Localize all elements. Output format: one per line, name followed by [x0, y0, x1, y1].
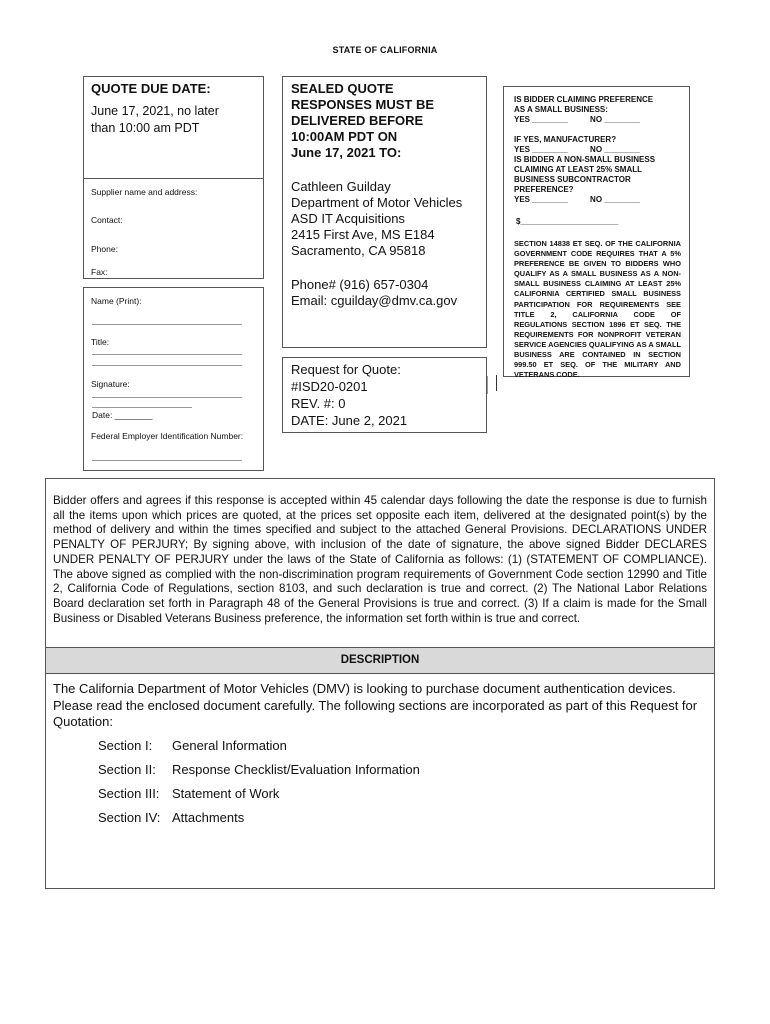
fein-line — [92, 460, 242, 461]
title-label: Title: — [91, 337, 110, 347]
description-paragraph: The California Department of Motor Vehicles (DMV) is looking to purchase document authentication devices. Please read the enclosed document carefully. The following sections are incorporated as part of this Request for Quotation: — [53, 681, 698, 729]
section-row — [98, 762, 420, 777]
sealed-line5: June 17, 2021 TO: — [291, 145, 402, 160]
section-number: Section IV: — [98, 810, 161, 825]
sealed-line2: RESPONSES MUST BE — [291, 97, 435, 112]
signature-box — [83, 287, 264, 471]
sb-dollar: $______________________ — [516, 217, 619, 226]
quote-due-title: QUOTE DUE DATE: — [91, 81, 211, 96]
contact-street: 2415 First Ave, MS E184 — [291, 227, 435, 242]
rfq-number: #ISD20-0201 — [291, 379, 368, 394]
sb-q3b: CLAIMING AT LEAST 25% SMALL — [514, 165, 642, 174]
sealed-line3: DELIVERED BEFORE — [291, 113, 424, 128]
sb-q1b: AS A SMALL BUSINESS: — [514, 105, 608, 114]
contact-unit: ASD IT Acquisitions — [291, 211, 405, 226]
contact-phone: Phone# (916) 657-0304 — [291, 277, 429, 292]
description-body — [45, 673, 715, 889]
section-number: Section III: — [98, 786, 160, 801]
description-heading: DESCRIPTION — [340, 654, 420, 666]
rfq-title: Request for Quote: — [291, 362, 401, 377]
signature-line — [92, 397, 242, 398]
section-row — [98, 738, 287, 753]
title-line-2 — [92, 365, 242, 366]
sb-q1a: IS BIDDER CLAIMING PREFERENCE — [514, 95, 654, 104]
section-row — [98, 786, 279, 801]
sb-q3d: PREFERENCE? — [514, 185, 574, 194]
supplier-name-label: Supplier name and address: — [91, 187, 198, 197]
supplier-fax-label: Fax: — [91, 267, 108, 277]
rfq-date: DATE: June 2, 2021 — [291, 413, 408, 428]
bidder-agreement-box — [45, 478, 715, 648]
signature-label: Signature: — [91, 379, 130, 389]
signature-line-2 — [92, 407, 192, 408]
sb-note: SECTION 14838 ET SEQ. OF THE CALIFORNIA GOVERNMENT CODE REQUIRES THAT A 5% PREFERENCE BE GIVEN TO BIDDERS WHO QUALIFY AS A SMALL BUSINESS AS A NON-SMALL BUSINESS CLAIMING AT LEAST 25% CALIFORNIA CERTIFIED SMALL BUSINESS PARTICIPATION FOR REQUIREMENTS SEE TITLE 2, CALIFORNIA CODE OF REGULATIONS SECTION 1896 ET SEQ. THE REQUIREMENTS FOR NONPROFIT VETERAN SERVICE AGENCIES QUALIFYING AS A SMALL BUSINESS ARE CONTAINED IN SECTION 999.50 ET SEQ. OF THE MILITARY AND VETERANS CODE. — [514, 239, 681, 380]
quote-due-line1: June 17, 2021, no later — [91, 104, 219, 118]
small-business-box — [503, 86, 690, 380]
fein-label: Federal Employer Identification Number: — [91, 431, 244, 441]
sb-q2b: YES ________ NO ________ — [514, 145, 640, 154]
vertical-mark-1 — [496, 375, 497, 391]
sb-q3c: BUSINESS SUBCONTRACTOR — [514, 175, 631, 184]
sealed-quote-box — [282, 76, 487, 348]
sb-q3a: IS BIDDER A NON-SMALL BUSINESS — [514, 155, 656, 164]
contact-name: Cathleen Guilday — [291, 179, 391, 194]
section-number: Section I: — [98, 738, 153, 753]
section-name: Response Checklist/Evaluation Information — [172, 762, 420, 777]
sealed-line1: SEALED QUOTE — [291, 81, 394, 96]
section-name: General Information — [172, 738, 287, 753]
bidder-agreement-text: Bidder offers and agrees if this response is accepted within 45 calendar days following the date the response is due to furnish all the items upon which prices are quoted, at the prices set opposite each item, delivered at the designated point(s) by the method of delivery and within the times specified and subject to the attached General Provisions. DECLARATIONS UNDER PENALTY OF PERJURY; By signing above, with inclusion of the date of signature, the above signed Bidder DECLARES UNDER PENALTY OF PERJURY under the laws of the State of California as follows: (1) (STATEMENT OF COMPLIANCE). The above signed as complied with the non-discrimination program requirements of Government Code section 12990 and Title 2, California Code of Regulations, section 8103, and such declaration is true and correct. (2) The National Labor Relations Board declaration set forth in Paragraph 48 of the General Provisions is true and correct. (3) If a claim is made for the Small Business or Disabled Veterans Business preference, the information set forth within is true and correct. — [53, 494, 707, 625]
supplier-box — [83, 178, 264, 279]
sb-q3e: YES ________ NO ________ — [514, 195, 640, 204]
rfq-revision: REV. #: 0 — [291, 396, 346, 411]
section-row — [98, 810, 244, 825]
contact-email: Email: cguilday@dmv.ca.gov — [291, 293, 458, 308]
state-header: STATE OF CALIFORNIA — [332, 45, 438, 55]
supplier-contact-label: Contact: — [91, 215, 123, 225]
title-line-1 — [92, 354, 242, 355]
rfq-box — [282, 357, 487, 433]
name-print-label: Name (Print): — [91, 296, 142, 306]
contact-city: Sacramento, CA 95818 — [291, 243, 426, 258]
contact-department: Department of Motor Vehicles — [291, 195, 463, 210]
name-print-line — [92, 324, 242, 325]
sb-q2a: IF YES, MANUFACTURER? — [514, 135, 617, 144]
description-header — [45, 647, 715, 674]
quote-due-box — [83, 76, 264, 186]
sb-q1c: YES ________ NO ________ — [514, 115, 640, 124]
section-name: Attachments — [172, 810, 245, 825]
quote-due-line2: than 10:00 am PDT — [91, 121, 200, 135]
section-name: Statement of Work — [172, 786, 280, 801]
date-label: Date: ________ — [92, 410, 153, 420]
vertical-mark-2 — [487, 376, 488, 394]
supplier-phone-label: Phone: — [91, 244, 118, 254]
section-number: Section II: — [98, 762, 156, 777]
sealed-line4: 10:00AM PDT ON — [291, 129, 398, 144]
